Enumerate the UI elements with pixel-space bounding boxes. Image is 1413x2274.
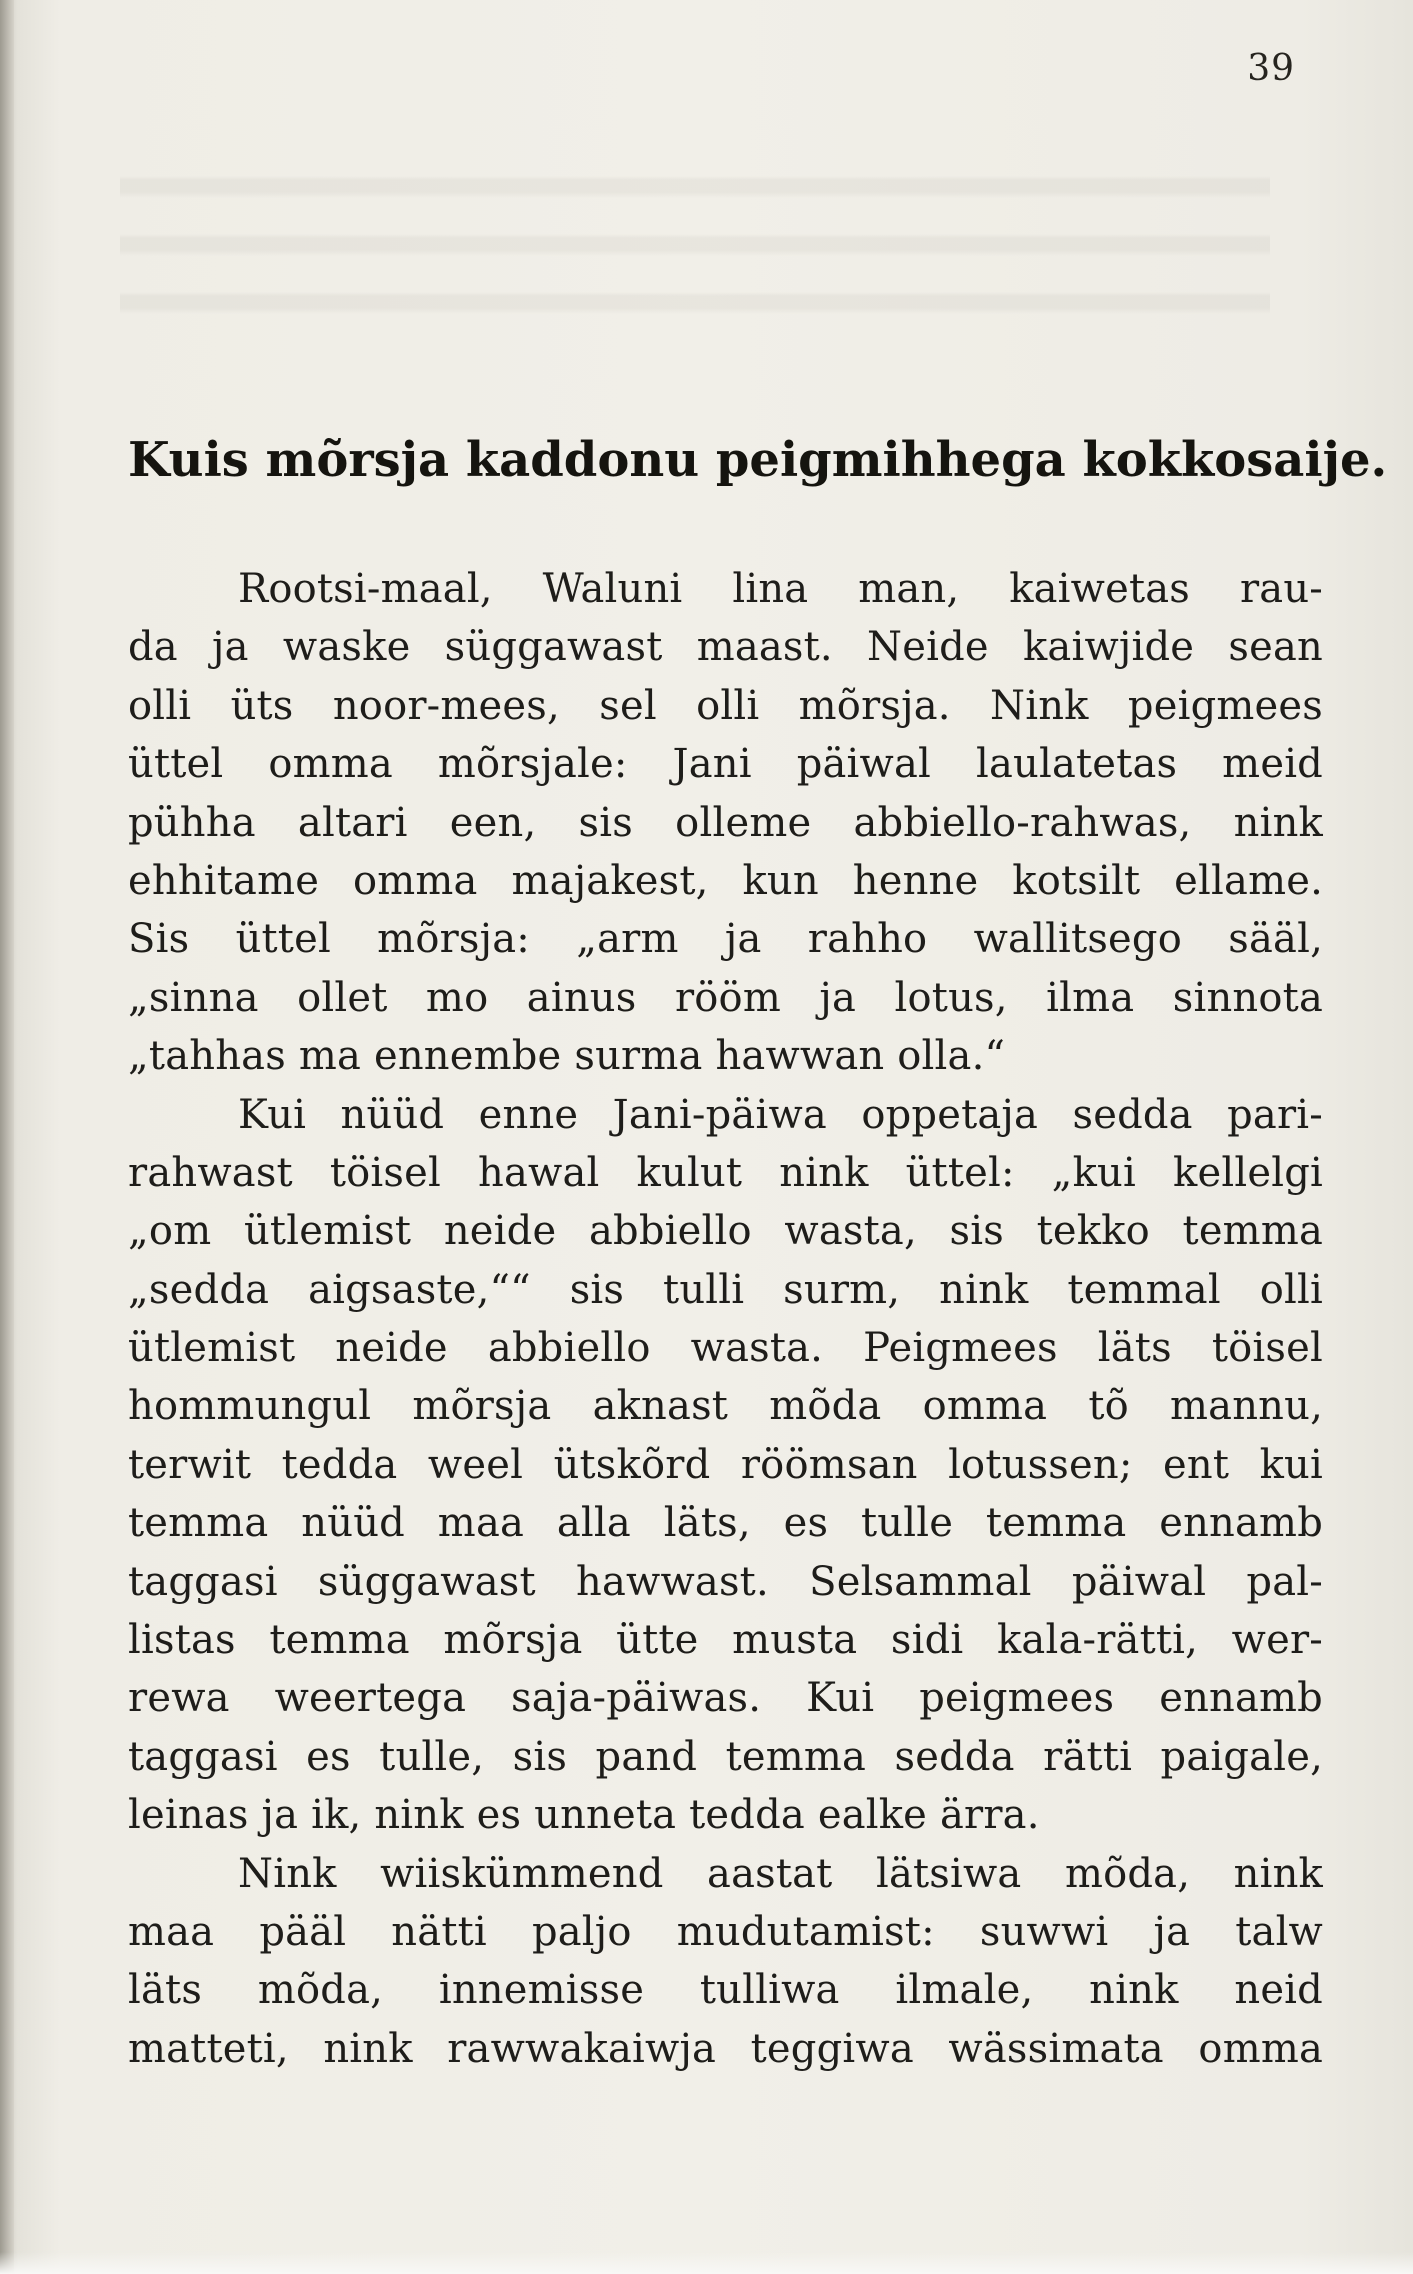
text-line: matteti, nink rawwakaiwja teggiwa wässimata omma <box>128 2025 1323 2072</box>
text-line: Sis üttel mõrsja: „arm ja rahho wallitsego sääl, <box>128 916 1323 963</box>
text-line: üttel omma mõrsjale: Jani päiwal laulatetas meid <box>128 741 1323 788</box>
text-line: „sinna ollet mo ainus rööm ja lotus, ilma sinnota <box>128 974 1323 1021</box>
text-line: olli üts noor-mees, sel olli mõrsja. Nink peigmees <box>128 682 1323 729</box>
page-bottom-edge <box>0 2252 1413 2274</box>
gutter-shadow <box>0 0 14 2274</box>
text-line: taggasi süggawast hawwast. Selsammal päiwal pal- <box>128 1558 1323 1605</box>
page-number: 39 <box>1247 48 1295 89</box>
chapter-title: Kuis mõrsja kaddonu peigmihhega kokkosaije. <box>128 432 1388 488</box>
text-line: rewa weertega saja-päiwas. Kui peigmees ennamb <box>128 1675 1323 1722</box>
text-line: hommungul mõrsja aknast mõda omma tõ mannu, <box>128 1383 1323 1430</box>
text-line: leinas ja ik, nink es unneta tedda ealke ärra. <box>128 1792 1040 1839</box>
text-line: ehhitame omma majakest, kun henne kotsilt ellame. <box>128 857 1323 904</box>
body-text <box>128 560 1323 2078</box>
text-line: „om ütlemist neide abbiello wasta, sis tekko temma <box>128 1208 1323 1255</box>
text-line: taggasi es tulle, sis pand temma sedda rätti paigale, <box>128 1733 1323 1780</box>
text-line: temma nüüd maa alla läts, es tulle temma ennamb <box>128 1500 1323 1547</box>
show-through-text <box>120 140 1270 330</box>
text-line: maa pääl nätti paljo mudutamist: suwwi ja talw <box>128 1908 1323 1955</box>
text-line: Nink wiiskümmend aastat lätsiwa mõda, nink <box>238 1850 1323 1897</box>
text-line: rahwast töisel hawal kulut nink üttel: „kui kellelgi <box>128 1149 1323 1196</box>
text-line: terwit tedda weel ütskõrd röömsan lotussen; ent kui <box>128 1441 1323 1488</box>
text-line: ütlemist neide abbiello wasta. Peigmees läts töisel <box>128 1325 1323 1372</box>
text-line: listas temma mõrsja ütte musta sidi kala-rätti, wer- <box>128 1617 1323 1664</box>
text-line: „sedda aigsaste,““ sis tulli surm, nink temmal olli <box>128 1266 1323 1313</box>
text-line: läts mõda, innemisse tulliwa ilmale, nink neid <box>128 1967 1323 2014</box>
text-line: pühha altari een, sis olleme abbiello-rahwas, nink <box>128 799 1323 846</box>
text-line: Kui nüüd enne Jani-päiwa oppetaja sedda pari- <box>238 1091 1323 1138</box>
text-line: „tahhas ma ennembe surma hawwan olla.“ <box>128 1033 1006 1080</box>
text-line: Rootsi-maal, Waluni lina man, kaiwetas rau- <box>238 566 1323 612</box>
text-line: da ja waske süggawast maast. Neide kaiwjide sean <box>128 624 1323 671</box>
